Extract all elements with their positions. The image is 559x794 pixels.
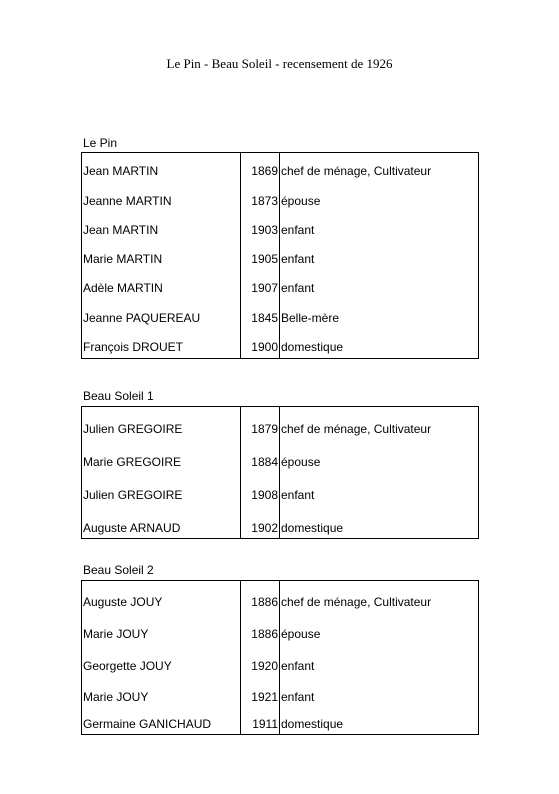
person-name: Marie MARTIN [83,252,163,266]
table-row [82,223,478,237]
person-name: Marie JOUY [83,690,149,704]
table-row [82,252,478,266]
section-label-le-pin: Le Pin [83,136,118,150]
person-name: Georgette JOUY [83,659,172,673]
table-row [82,521,478,535]
birth-year: 1908 [251,488,278,502]
birth-year: 1907 [251,281,278,295]
household-role: domestique [281,521,344,535]
household-role: enfant [281,690,315,704]
person-name: Auguste JOUY [83,595,163,609]
person-name: Auguste ARNAUD [83,521,181,535]
person-name: François DROUET [83,340,184,354]
person-name: Germaine GANICHAUD [83,717,212,731]
birth-year: 1920 [251,659,278,673]
table-row [82,311,478,325]
table-row [82,488,478,502]
table-row [82,340,478,354]
section-label-beau-soleil-2: Beau Soleil 2 [83,563,154,577]
table-row [82,627,478,641]
household-role: chef de ménage, Cultivateur [281,422,432,436]
household-role: enfant [281,488,315,502]
person-name: Jean MARTIN [83,223,159,237]
page-title: Le Pin - Beau Soleil - recensement de 1926 [166,56,393,71]
census-table-beau-soleil-2 [81,580,479,735]
birth-year: 1921 [251,690,278,704]
table-row [82,281,478,295]
census-table-beau-soleil-1 [81,406,479,539]
household-role: épouse [281,194,321,208]
household-role: chef de ménage, Cultivateur [281,595,432,609]
birth-year: 1845 [251,311,278,325]
table-row [82,455,478,469]
household-role: épouse [281,627,321,641]
birth-year: 1886 [251,627,278,641]
birth-year: 1902 [251,521,278,535]
census-table-le-pin [81,152,479,359]
table-row [82,164,478,178]
household-role: enfant [281,223,315,237]
birth-year: 1911 [252,717,278,731]
person-name: Marie GREGOIRE [83,455,182,469]
household-role: domestique [281,717,344,731]
birth-year: 1869 [251,164,278,178]
birth-year: 1886 [251,595,278,609]
household-role: Belle-mère [281,311,340,325]
household-role: chef de ménage, Cultivateur [281,164,432,178]
table-row [82,659,478,673]
birth-year: 1903 [251,223,278,237]
household-role: enfant [281,659,315,673]
table-row [82,422,478,436]
table-row [82,690,478,704]
household-role: enfant [281,281,315,295]
birth-year: 1900 [251,340,278,354]
household-role: domestique [281,340,344,354]
birth-year: 1873 [251,194,278,208]
person-name: Jeanne MARTIN [83,194,172,208]
person-name: Julien GREGOIRE [83,422,183,436]
table-row [82,595,478,609]
person-name: Julien GREGOIRE [83,488,183,502]
household-role: enfant [281,252,315,266]
person-name: Adèle MARTIN [83,281,163,295]
person-name: Jeanne PAQUEREAU [83,311,201,325]
person-name: Jean MARTIN [83,164,159,178]
birth-year: 1884 [251,455,278,469]
table-row [82,717,478,731]
person-name: Marie JOUY [83,627,149,641]
section-label-beau-soleil-1: Beau Soleil 1 [83,389,154,403]
table-row [82,194,478,208]
household-role: épouse [281,455,321,469]
birth-year: 1905 [251,252,278,266]
birth-year: 1879 [251,422,278,436]
